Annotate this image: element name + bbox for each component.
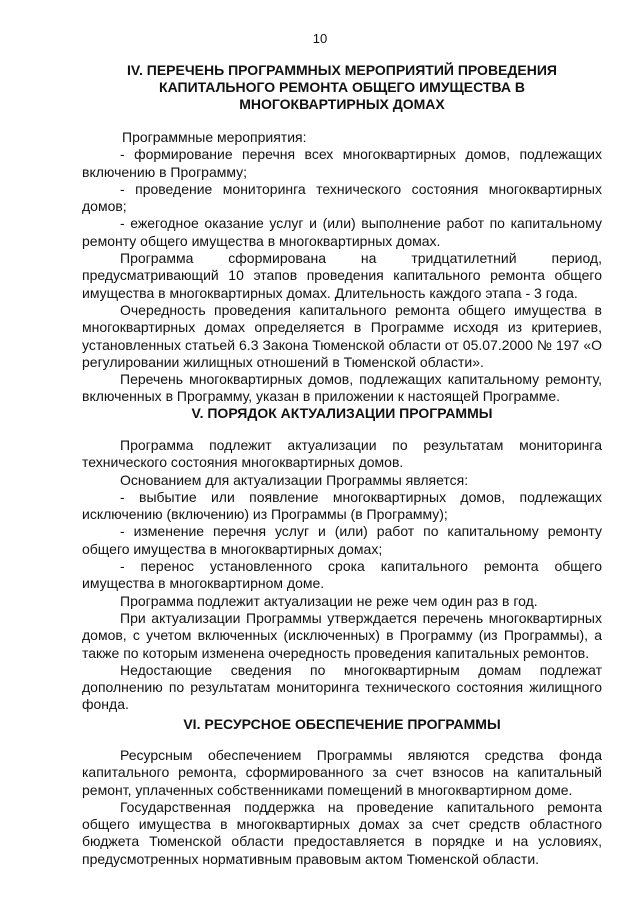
list-item: - выбытие или появление многоквартирных домов, подлежащих исключению (включению) из Программы (в Программу); <box>82 488 602 523</box>
list-item: - ежегодное оказание услуг и (или) выполнение работ по капитальному ремонту общего имущества в многоквартирных домах. <box>82 215 602 249</box>
paragraph: Перечень многоквартирных домов, подлежащих капитальному ремонту, включенных в Программу, указан в приложении к настоящей Программе. <box>82 371 602 405</box>
section-vi-heading: VI. РЕСУРСНОЕ ОБЕСПЕЧЕНИЕ ПРОГРАММЫ <box>183 716 501 732</box>
list-item: - перенос установленного срока капитального ремонта общего имущества в многоквартирном доме. <box>82 558 602 592</box>
paragraph: Программа подлежит актуализации не реже чем один раз в год. <box>120 592 538 609</box>
list-item: - изменение перечня услуг и (или) работ по капитальному ремонту общего имущества в многоквартирных домах; <box>82 523 602 557</box>
paragraph: Программа сформирована на тридцатилетний период, предусматривающий 10 этапов проведения капитального ремонта общего имущества в многоквартирных домах. Длительность каждого этапа - 3 года. <box>82 250 602 301</box>
section-vi <box>82 716 602 868</box>
paragraph: Ресурсным обеспечением Программы являются средства фонда капитального ремонта, сформированного за счет взносов на капитальный ремонт, уплаченных собственниками помещений в многоквартирном доме. <box>82 747 602 798</box>
section-iv-heading: IV. ПЕРЕЧЕНЬ ПРОГРАММНЫХ МЕРОПРИЯТИЙ ПРОВЕДЕНИЯ КАПИТАЛЬНОГО РЕМОНТА ОБЩЕГО ИМУЩЕСТВА В МНОГОКВАРТИРНЫХ ДОМАХ <box>127 62 557 112</box>
paragraph: Программа подлежит актуализации по результатам мониторинга технического состояния многоквартирных домов. <box>82 437 602 471</box>
paragraph: При актуализации Программы утверждается перечень многоквартирных домов, с учетом включенных (исключенных) в Программу (из Программы), а также по которым изменена очередность проведения капитальных ремонтов. <box>82 609 602 661</box>
paragraph: Основанием для актуализации Программы является: <box>120 471 469 488</box>
section-v-heading: V. ПОРЯДОК АКТУАЛИЗАЦИИ ПРОГРАММЫ <box>191 405 493 421</box>
paragraph: Недостающие сведения по многоквартирным домам подлежат дополнению по результатам мониторинга технического состояния жилищного фонда. <box>82 661 602 713</box>
list-item: - формирование перечня всех многоквартирных домов, подлежащих включению в Программу; <box>82 146 602 180</box>
section-iv <box>82 62 602 406</box>
section-v <box>82 405 602 714</box>
list-item: - проведение мониторинга технического состояния многоквартирных домов; <box>82 180 602 215</box>
page-number: 10 <box>312 31 328 46</box>
paragraph: Государственная поддержка на проведение капитального ремонта общего имущества в многоквартирных домах за счет средств областного бюджета Тюменской области предоставляется в порядке и на условиях, предусмотренных нормативным правовым актом Тюменской области. <box>82 798 602 867</box>
paragraph: Очередность проведения капитального ремонта общего имущества в многоквартирных домах определяется в Программе исходя из критериев, установленных статьей 6.3 Закона Тюменской области от 05.07.2000 № 197 «О регулировании жилищных отношений в Тюменской области». <box>82 301 602 370</box>
paragraph: Программные мероприятия: <box>122 129 307 145</box>
